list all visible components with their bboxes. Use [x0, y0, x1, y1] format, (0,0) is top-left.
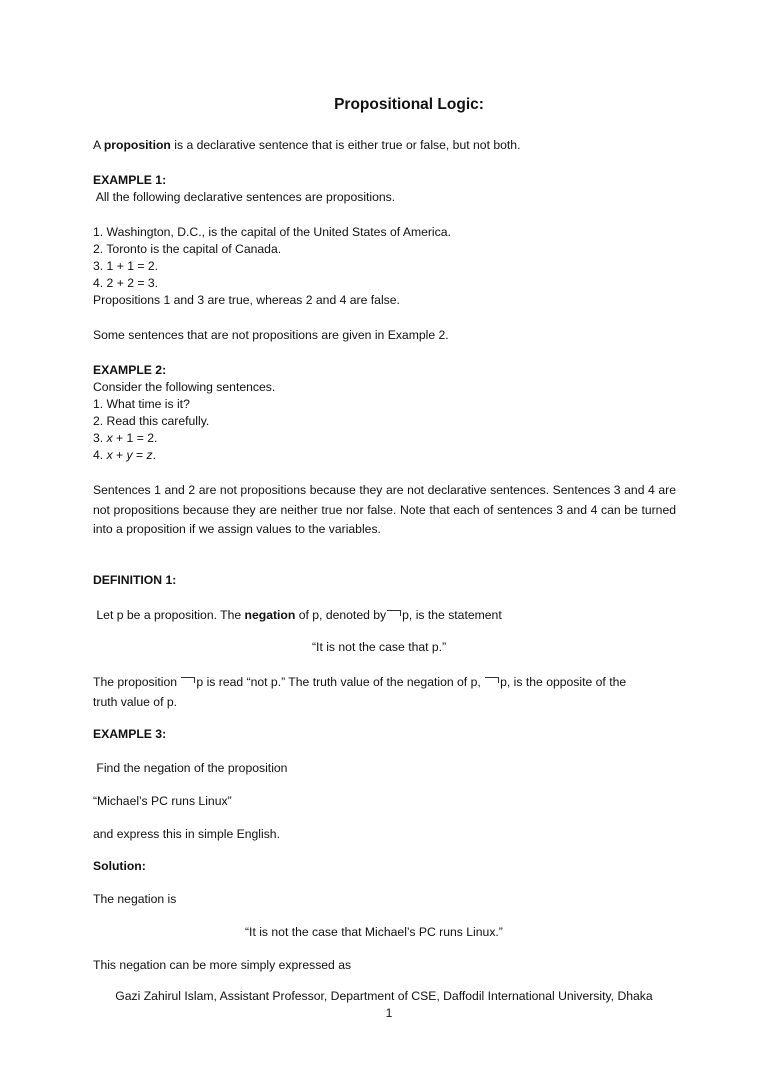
example2-item-1: 1. What time is it? — [93, 397, 190, 411]
example3-quote: “Michael’s PC runs Linux” — [93, 794, 232, 808]
example1-conclusion: Propositions 1 and 3 are true, whereas 2 and 4 are false. — [93, 293, 400, 307]
definition1-quote: “It is not the case that p.” — [312, 640, 447, 654]
example3-instruction: and express this in simple English. — [93, 827, 280, 841]
negation-symbol-icon — [387, 610, 401, 616]
negation-symbol-icon — [181, 677, 195, 683]
item3-number: 3. — [93, 431, 107, 445]
variable-x: x — [106, 448, 113, 462]
definition1-line — [93, 607, 502, 623]
closing-sentence: This negation can be more simply expressed as — [93, 958, 352, 972]
example2-paragraph: Sentences 1 and 2 are not propositions because they are not declarative sentences. Sentences 3 and 4 are not propositions because they are neither true nor false. Note that each of sentences 3 and 4 can be turned into a proposition if we assign values to the variables. — [93, 483, 676, 536]
example3-lead: Find the negation of the proposition — [93, 761, 288, 775]
plus-sign: + — [112, 448, 127, 462]
equals-sign: = — [132, 448, 147, 462]
negation-quote: “It is not the case that Michael’s PC runs Linux.” — [245, 925, 503, 939]
example2-lead: Consider the following sentences. — [93, 380, 276, 394]
intro-suffix: is a declarative sentence that is either true or false, but not both. — [170, 138, 521, 152]
footer-author: Gazi Zahirul Islam, Assistant Professor, Department of CSE, Daffodil International University, Dhaka — [115, 989, 653, 1003]
page-title: Propositional Logic: — [334, 96, 484, 113]
definition1-heading: DEFINITION 1: — [93, 573, 177, 587]
example3-heading: EXAMPLE 3: — [93, 727, 167, 741]
definition1-text-a: Let p be a proposition. The — [93, 608, 245, 622]
page-number: 1 — [385, 1006, 393, 1020]
example1-item-3: 3. 1 + 1 = 2. — [93, 259, 159, 273]
paragraph-text-b: p is read “not p.” The truth value of the negation of p, — [196, 675, 485, 689]
item4-end: . — [152, 448, 157, 462]
example1-item-1: 1. Washington, D.C., is the capital of the United States of America. — [93, 225, 451, 239]
item4-number: 4. — [93, 448, 107, 462]
example1-lead: All the following declarative sentences are propositions. — [93, 190, 396, 204]
variable-y: y — [126, 448, 133, 462]
intro-paragraph — [93, 137, 520, 153]
definition1-term: negation — [244, 608, 296, 622]
definition1-text-b: of p, denoted by — [295, 608, 387, 622]
definition1-paragraph-line2: truth value of p. — [93, 695, 178, 709]
example1-heading: EXAMPLE 1: — [93, 173, 167, 187]
intro-term: proposition — [103, 138, 171, 152]
example1-item-2: 2. Toronto is the capital of Canada. — [93, 242, 282, 256]
example2-item-4 — [93, 447, 156, 463]
definition1-paragraph-line1 — [93, 674, 626, 690]
solution-heading: Solution: — [93, 859, 146, 873]
item3-rest: + 1 = 2. — [112, 431, 158, 445]
transition-sentence: Some sentences that are not propositions are given in Example 2. — [93, 328, 449, 342]
example1-item-4: 4. 2 + 2 = 3. — [93, 276, 159, 290]
paragraph-text-a: The proposition — [93, 675, 181, 689]
paragraph-text-c: p, is the opposite of the — [500, 675, 627, 689]
definition1-text-c: p, is the statement — [402, 608, 502, 622]
variable-x: x — [106, 431, 113, 445]
variable-z: z — [146, 448, 153, 462]
negation-intro: The negation is — [93, 892, 177, 906]
intro-prefix: A — [93, 138, 104, 152]
example2-heading: EXAMPLE 2: — [93, 363, 167, 377]
example2-item-3 — [93, 430, 157, 446]
example2-item-2: 2. Read this carefully. — [93, 414, 210, 428]
negation-symbol-icon — [485, 677, 499, 683]
